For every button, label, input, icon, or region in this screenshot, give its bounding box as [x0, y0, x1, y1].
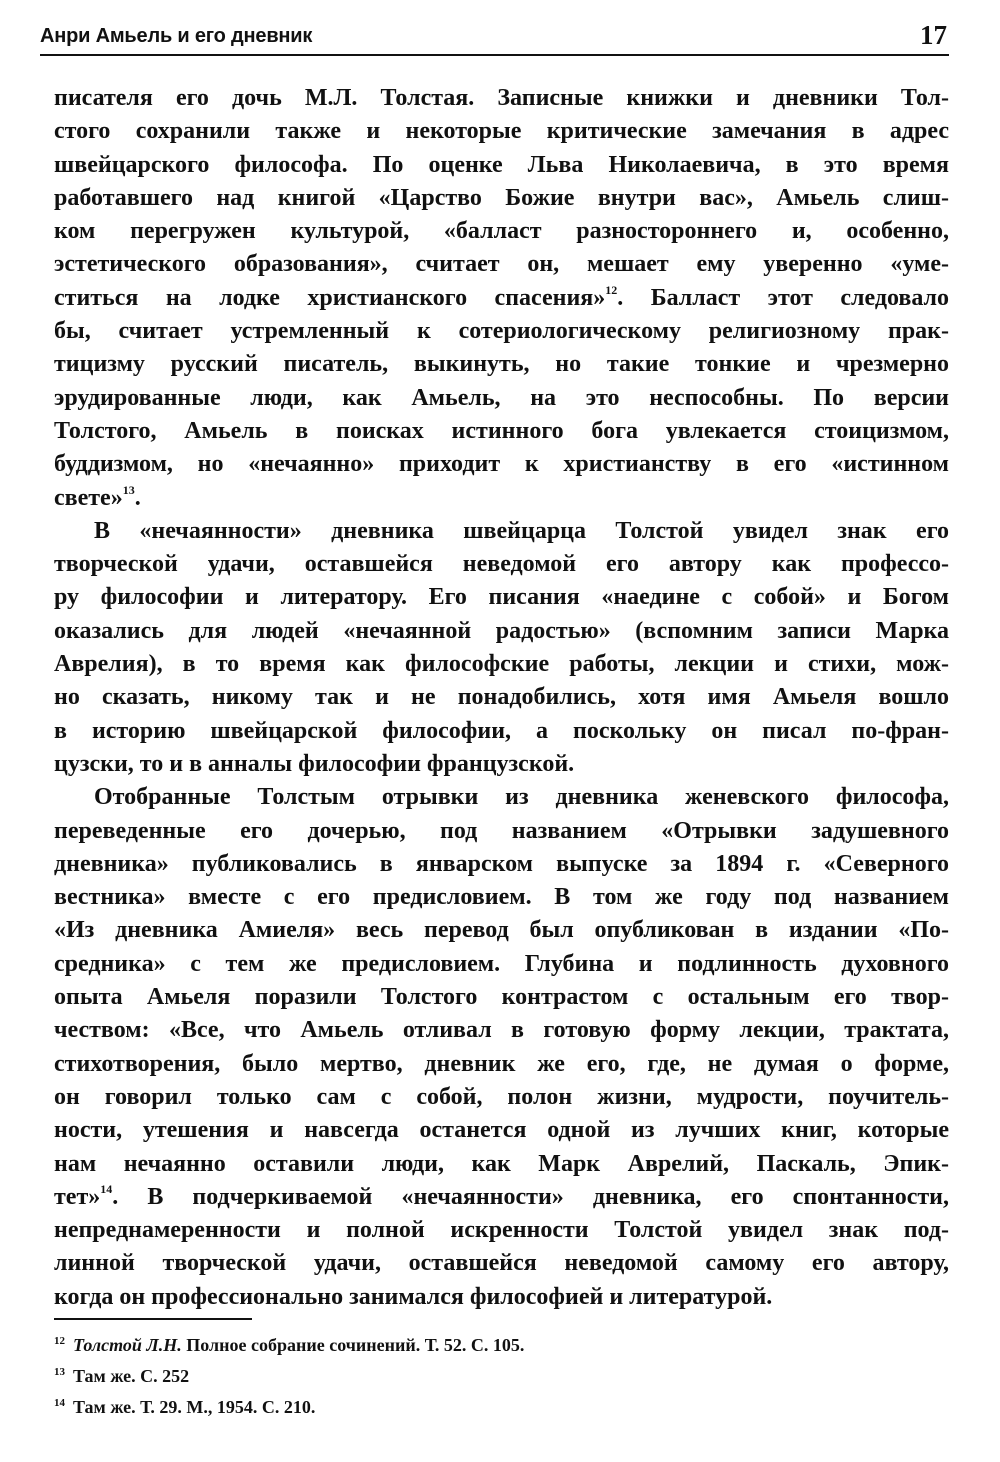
footnotes [54, 1330, 949, 1423]
text-line: но сказать, никому так и не понадобились, хотя имя Амьеля вошло [54, 684, 949, 711]
text-line: швейцарского философа. По оценке Льва Николаевича, в это время [54, 151, 949, 178]
text-line: вестника» вместе с его предисловием. В том же году под названием [54, 884, 949, 911]
text-line: бы, считает устремленный к сотериологическому религиозному прак- [54, 318, 949, 345]
footnote-ref: 13 [122, 482, 135, 497]
text-line: Аврелия), в то время как философские работы, лекции и стихи, мож- [54, 651, 949, 678]
body-text [54, 82, 949, 1314]
text-line: ститься на лодке христианского спасения»$^{12}$. Балласт этот следовало [54, 282, 950, 311]
footnote-divider [54, 1318, 252, 1320]
footnote: $^{14}$ Там же. Т. 29. М., 1954. С. 210. [54, 1397, 316, 1417]
footnote: $^{12}$ Толстой Л.Н. Полное собрание сочинений. Т. 52. С. 105. [54, 1335, 525, 1355]
text-line: средника» с тем же предисловием. Глубина и подлинность духовного [54, 950, 949, 977]
text-line: стихотворения, было мертво, дневник же его, где, не думая о форме, [54, 1050, 949, 1077]
text-line: В «нечаянности» дневника швейцарца Толстой увидел знак его [94, 517, 949, 544]
text-line: переведенные его дочерью, под названием «Отрывки задушевного [54, 817, 949, 844]
text-line: оказались для людей «нечаянной радостью» (вспомним записи Марка [54, 617, 949, 644]
footnote: $^{13}$ Там же. С. 252 [54, 1366, 190, 1386]
page-number: 17 [920, 20, 947, 50]
text-line: тицизму русский писатель, выкинуть, но такие тонкие и чрезмерно [54, 351, 949, 378]
text-line: тет»$^{14}$. В подчеркиваемой «нечаянности» дневника, его спонтанности, [54, 1181, 949, 1210]
text-line: непреднамеренности и полной искренности Толстой увидел знак под- [54, 1217, 949, 1244]
text-line: буддизмом, но «нечаянно» приходит к христианству в его «истинном [54, 451, 949, 478]
text-line: эрудированные люди, как Амьель, на это неспособны. По версии [54, 384, 949, 411]
text-line: «Из дневника Амиеля» весь перевод был опубликован в издании «По- [54, 917, 949, 944]
text-line: дневника» публиковались в январском выпуске за 1894 г. «Северного [54, 850, 949, 877]
text-line: ру философии и литератору. Его писания «наедине с собой» и Богом [54, 584, 949, 611]
text-line: свете»$^{13}$. [54, 482, 141, 511]
text-line: опыта Амьеля поразили Толстого контрастом с остальным его твор- [54, 984, 949, 1011]
text-line: писателя его дочь М.Л. Толстая. Записные книжки и дневники Тол- [54, 85, 949, 111]
footnote-number: 13 [54, 1366, 65, 1378]
text-line: когда он профессионально занимался философией и литературой. [54, 1283, 773, 1310]
text-line: эстетического образования», считает он, мешает ему уверенно «уме- [54, 251, 949, 278]
footnote-author: Толстой Л.Н. [73, 1335, 182, 1355]
text-line: чеством: «Все, что Амьель отливал в готовую форму лекции, трактата, [54, 1017, 949, 1044]
text-line: творческой удачи, оставшейся неведомой его автору как профессо- [54, 551, 949, 578]
text-line: Толстого, Амьель в поисках истинного бога увлекается стоицизмом, [54, 417, 949, 444]
text-line: он говорил только сам с собой, полон жизни, мудрости, поучитель- [54, 1083, 949, 1110]
text-line: в историю швейцарской философии, а поскольку он писал по-фран- [54, 717, 949, 744]
footnote-number: 14 [54, 1397, 65, 1409]
text-line: Отобранные Толстым отрывки из дневника женевского философа, [94, 784, 949, 811]
text-line: работавшего над книгой «Царство Божие внутри вас», Амьель слиш- [54, 184, 949, 211]
footnote-ref: 12 [605, 282, 618, 297]
text-line: цузски, то и в анналы философии французской. [54, 750, 575, 777]
text-line: ком перегружен культурой, «балласт разностороннего и, особенно, [54, 218, 949, 245]
running-header [40, 20, 949, 56]
footnote-ref: 14 [100, 1181, 113, 1196]
text-line: линной творческой удачи, оставшейся неведомой самому его автору, [54, 1250, 949, 1277]
text-line: нам нечаянно оставили люди, как Марк Аврелий, Паскаль, Эпик- [54, 1150, 949, 1177]
text-line: стого сохранили также и некоторые критические замечания в адрес [54, 118, 949, 145]
text-line: ности, утешения и навсегда останется одной из лучших книг, которые [54, 1117, 949, 1144]
running-title: Анри Амьель и его дневник [40, 25, 313, 47]
footnote-number: 12 [54, 1335, 65, 1347]
